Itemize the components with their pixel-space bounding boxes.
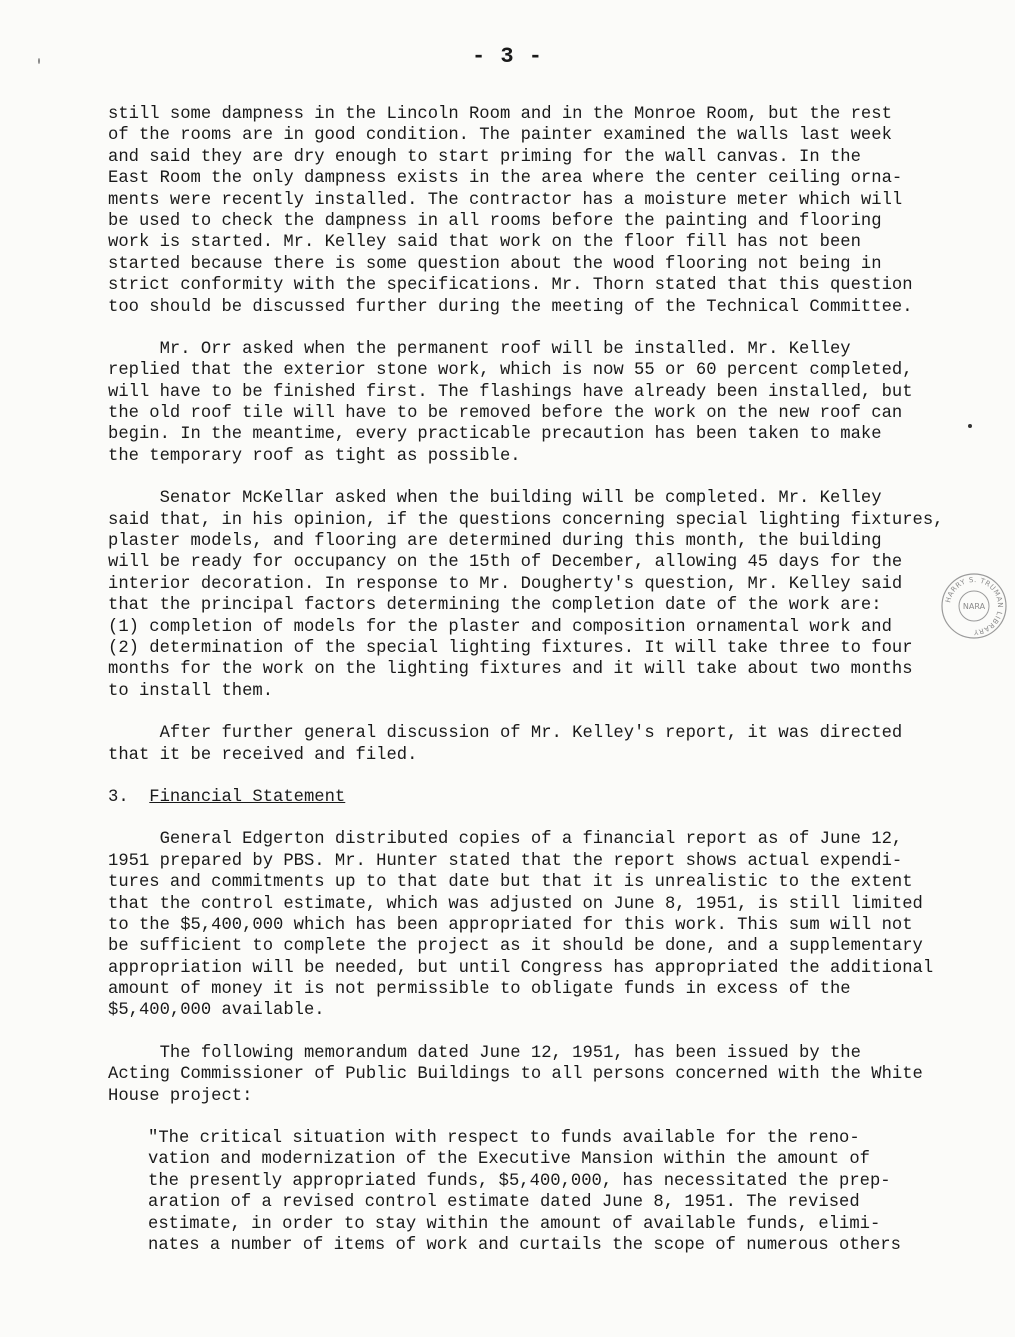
- text-line: strict conformity with the specifications. Mr. Thorn stated that this question: [108, 276, 913, 296]
- paragraph-memorandum-intro: [108, 1043, 938, 1107]
- text-line: will be ready for occupancy on the 15th of December, allowing 45 days for the: [108, 553, 903, 573]
- text-line: that it be received and filed.: [108, 745, 418, 765]
- text-line: will have to be finished first. The flashings have already been installed, but: [108, 382, 913, 402]
- text-line: interior decoration. In response to Mr. Dougherty's question, Mr. Kelley said: [108, 574, 903, 594]
- text-line: estimate, in order to stay within the amount of available funds, elimi-: [148, 1214, 881, 1234]
- text-line: (1) completion of models for the plaster and composition ornamental work and: [108, 617, 892, 637]
- text-line: East Room the only dampness exists in the area where the center ceiling orna-: [108, 169, 903, 189]
- text-line: plaster models, and flooring are determined during this month, the building: [108, 532, 882, 552]
- memorandum-quote: [108, 1128, 938, 1256]
- text-line: too should be discussed further during the meeting of the Technical Committee.: [108, 297, 913, 317]
- text-line: (2) determination of the special lighting fixtures. It will take three to four: [108, 638, 913, 658]
- text-line: that the principal factors determining the completion date of the work are:: [108, 596, 882, 616]
- text-line: nates a number of items of work and curtails the scope of numerous others: [148, 1235, 901, 1255]
- text-line: The following memorandum dated June 12, 1951, has been issued by the: [108, 1043, 861, 1063]
- archive-stamp-icon: [939, 571, 1009, 641]
- text-line: Mr. Orr asked when the permanent roof will be installed. Mr. Kelley: [108, 339, 851, 359]
- text-line: aration of a revised control estimate dated June 8, 1951. The revised: [148, 1193, 860, 1213]
- page-number: - 3 -: [471, 44, 543, 69]
- text-line: After further general discussion of Mr. Kelley's report, it was directed: [108, 724, 903, 744]
- paragraph-roof: [108, 339, 938, 467]
- text-line: said that, in his opinion, if the questions concerning special lighting fixtures,: [108, 510, 944, 530]
- text-line: 1951 prepared by PBS. Mr. Hunter stated that the report shows actual expendi-: [108, 851, 903, 871]
- text-line: to install them.: [108, 681, 274, 701]
- svg-text:NARA: NARA: [962, 602, 986, 611]
- text-line: replied that the exterior stone work, which is now 55 or 60 percent completed,: [108, 361, 913, 381]
- text-line: started because there is some question about the wood flooring not being in: [108, 254, 882, 274]
- document-body: [108, 104, 944, 1256]
- text-line: Senator McKellar asked when the building will be completed. Mr. Kelley: [108, 489, 882, 509]
- text-line: of the rooms are in good condition. The painter examined the walls last week: [108, 126, 892, 146]
- text-line: the temporary roof as tight as possible.: [108, 446, 521, 466]
- text-line: be used to check the dampness in all rooms before the painting and flooring: [108, 211, 882, 231]
- paragraph-report-filed: [108, 723, 938, 766]
- text-line: appropriation will be needed, but until Congress has appropriated the additional: [108, 958, 934, 978]
- text-line: work is started. Mr. Kelley said that work on the floor fill has not been: [108, 233, 861, 253]
- svg-text:HARRY S. TRUMAN LIBRARY: HARRY S. TRUMAN LIBRARY: [944, 575, 1005, 637]
- scan-speck: [38, 58, 40, 64]
- text-line: and said they are dry enough to start priming for the wall canvas. In the: [108, 147, 861, 167]
- text-line: still some dampness in the Lincoln Room and in the Monroe Room, but the rest: [108, 105, 892, 124]
- section-title: Financial Statement: [149, 787, 346, 807]
- paragraph-completion: [108, 488, 944, 702]
- text-line: be sufficient to complete the project as it should be done, and a supplementary: [108, 937, 923, 957]
- scan-speck: [968, 424, 972, 428]
- text-line: House project:: [108, 1086, 253, 1106]
- text-line: amount of money it is not permissible to obligate funds in excess of the: [108, 980, 851, 1000]
- text-line: vation and modernization of the Executive Mansion within the amount of: [148, 1150, 870, 1170]
- text-line: that the control estimate, which was adjusted on June 8, 1951, is still limited: [108, 894, 923, 914]
- paragraph-dampness: [108, 104, 938, 318]
- section-number: 3.: [108, 787, 129, 807]
- text-line: ments were recently installed. The contractor has a moisture meter which will: [108, 190, 903, 210]
- section-heading: [108, 787, 938, 808]
- text-line: the old roof tile will have to be removed before the work on the new roof can: [108, 404, 903, 424]
- text-line: the presently appropriated funds, $5,400,000, has necessitated the prep-: [148, 1171, 891, 1191]
- text-line: tures and commitments up to that date but that it is unrealistic to the extent: [108, 873, 913, 893]
- text-line: begin. In the meantime, every practicable precaution has been taken to make: [108, 425, 882, 445]
- text-line: months for the work on the lighting fixtures and it will take about two months: [108, 660, 913, 680]
- text-line: to the $5,400,000 which has been appropriated for this work. This sum will not: [108, 915, 913, 935]
- paragraph-financial-report: [108, 829, 938, 1022]
- text-line: General Edgerton distributed copies of a financial report as of June 12,: [108, 830, 903, 850]
- text-line: Acting Commissioner of Public Buildings to all persons concerned with the White: [108, 1065, 923, 1085]
- text-line: "The critical situation with respect to funds available for the reno-: [148, 1129, 860, 1149]
- text-line: $5,400,000 available.: [108, 1001, 325, 1021]
